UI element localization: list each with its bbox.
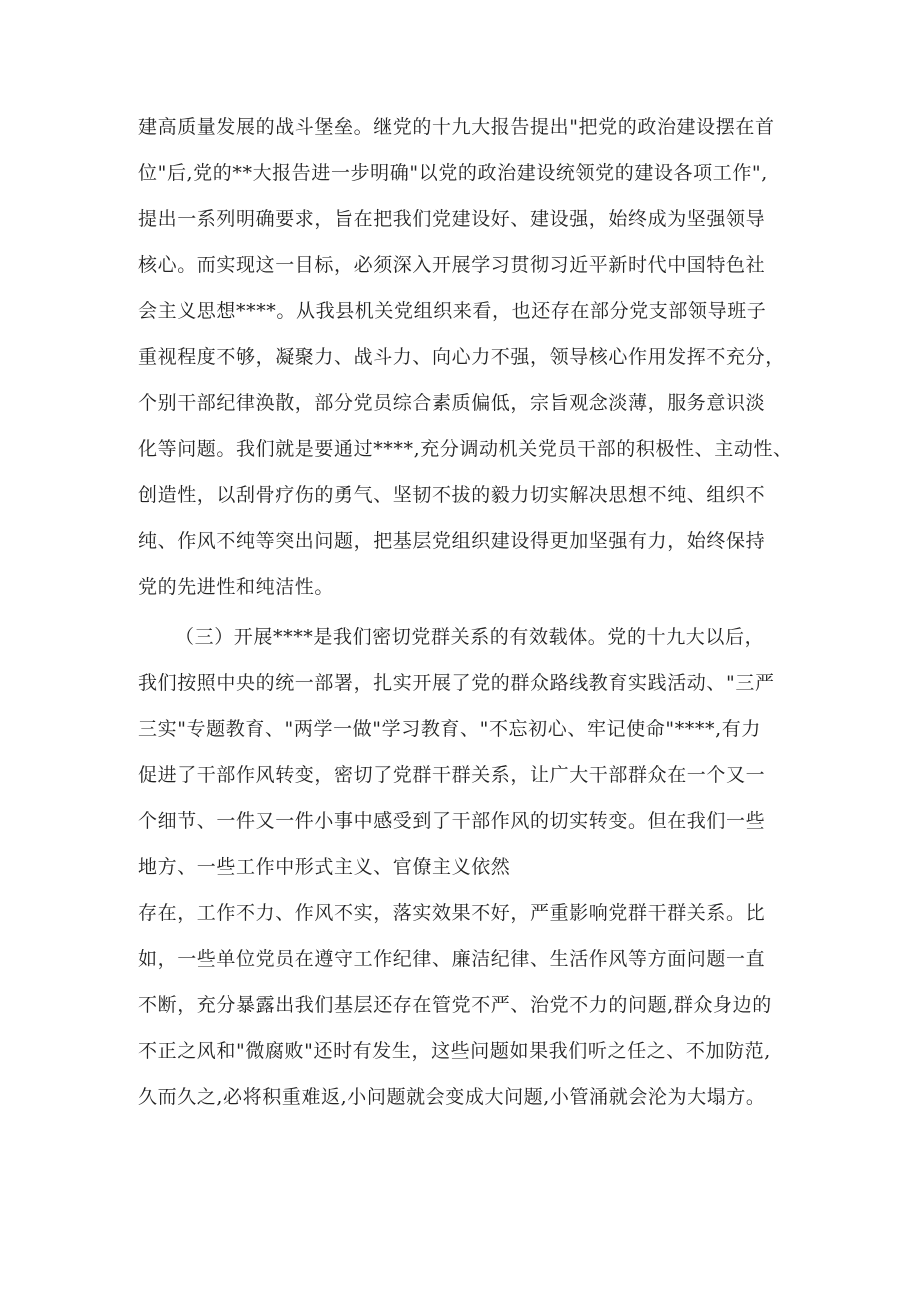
paragraph-2-line: 不断，充分暴露出我们基层还存在管党不严、治党不力的问题,群众身边的 bbox=[138, 994, 772, 1016]
paragraph-2-line: 存在，工作不力、作风不实，落实效果不好，严重影响党群干群关系。比 bbox=[138, 902, 766, 924]
paragraph-1-line: 位"后,党的**大报告进一步明确"以党的政治建设统领党的建设各项工作", bbox=[138, 162, 768, 184]
paragraph-2-line: 三实"专题教育、"两学一做"学习教育、"不忘初心、牢记使命"****,有力 bbox=[138, 718, 761, 740]
paragraph-1-line: 核心。而实现这一目标，必须深入开展学习贯彻习近平新时代中国特色社 bbox=[138, 254, 766, 276]
paragraph-1-line: 提出一系列明确要求，旨在把我们党建设好、建设强，始终成为坚强领导 bbox=[138, 208, 766, 230]
paragraph-1-line: 纯、作风不纯等突出问题，把基层党组织建设得更加坚强有力，始终保持 bbox=[138, 530, 766, 552]
paragraph-2-line: 我们按照中央的统一部署，扎实开展了党的群众路线教育实践活动、"三严 bbox=[138, 672, 775, 694]
paragraph-1-line: 党的先进性和纯洁性。 bbox=[138, 576, 335, 598]
paragraph-2-line: 促进了干部作风转变，密切了党群干群关系，让广大干部群众在一个又一 bbox=[138, 764, 766, 786]
paragraph-2-line: 不正之风和"微腐败"还时有发生，这些问题如果我们听之任之、不加防范, bbox=[138, 1040, 771, 1062]
section-heading-line: （三）开展****是我们密切党群关系的有效载体。党的十九大以后， bbox=[175, 626, 765, 648]
paragraph-1-line: 创造性，以刮骨疗伤的勇气、坚韧不拔的毅力切实解决思想不纯、组织不 bbox=[138, 484, 766, 506]
paragraph-1-line: 重视程度不够，凝聚力、战斗力、向心力不强，领导核心作用发挥不充分， bbox=[138, 346, 785, 368]
paragraph-1-line: 化等问题。我们就是要通过****,充分调动机关党员干部的积极性、主动性、 bbox=[138, 438, 793, 460]
paragraph-1-line: 会主义思想****。从我县机关党组织来看，也还存在部分党支部领导班子 bbox=[138, 300, 767, 322]
paragraph-2-line: 如，一些单位党员在遵守工作纪律、廉洁纪律、生活作风等方面问题一直 bbox=[138, 948, 766, 970]
paragraph-1-line: 个别干部纪律涣散，部分党员综合素质偏低，宗旨观念淡薄，服务意识淡 bbox=[138, 392, 766, 414]
paragraph-2-line: 久而久之,必将积重难返,小问题就会变成大问题,小管涌就会沦为大塌方。 bbox=[138, 1086, 766, 1108]
paragraph-2-line: 地方、一些工作中形式主义、官僚主义依然 bbox=[138, 856, 511, 878]
paragraph-1-line: 建高质量发展的战斗堡垒。继党的十九大报告提出"把党的政治建设摆在首 bbox=[138, 116, 775, 138]
paragraph-2-line: 个细节、一件又一件小事中感受到了干部作风的切实转变。但在我们一些 bbox=[138, 810, 766, 832]
